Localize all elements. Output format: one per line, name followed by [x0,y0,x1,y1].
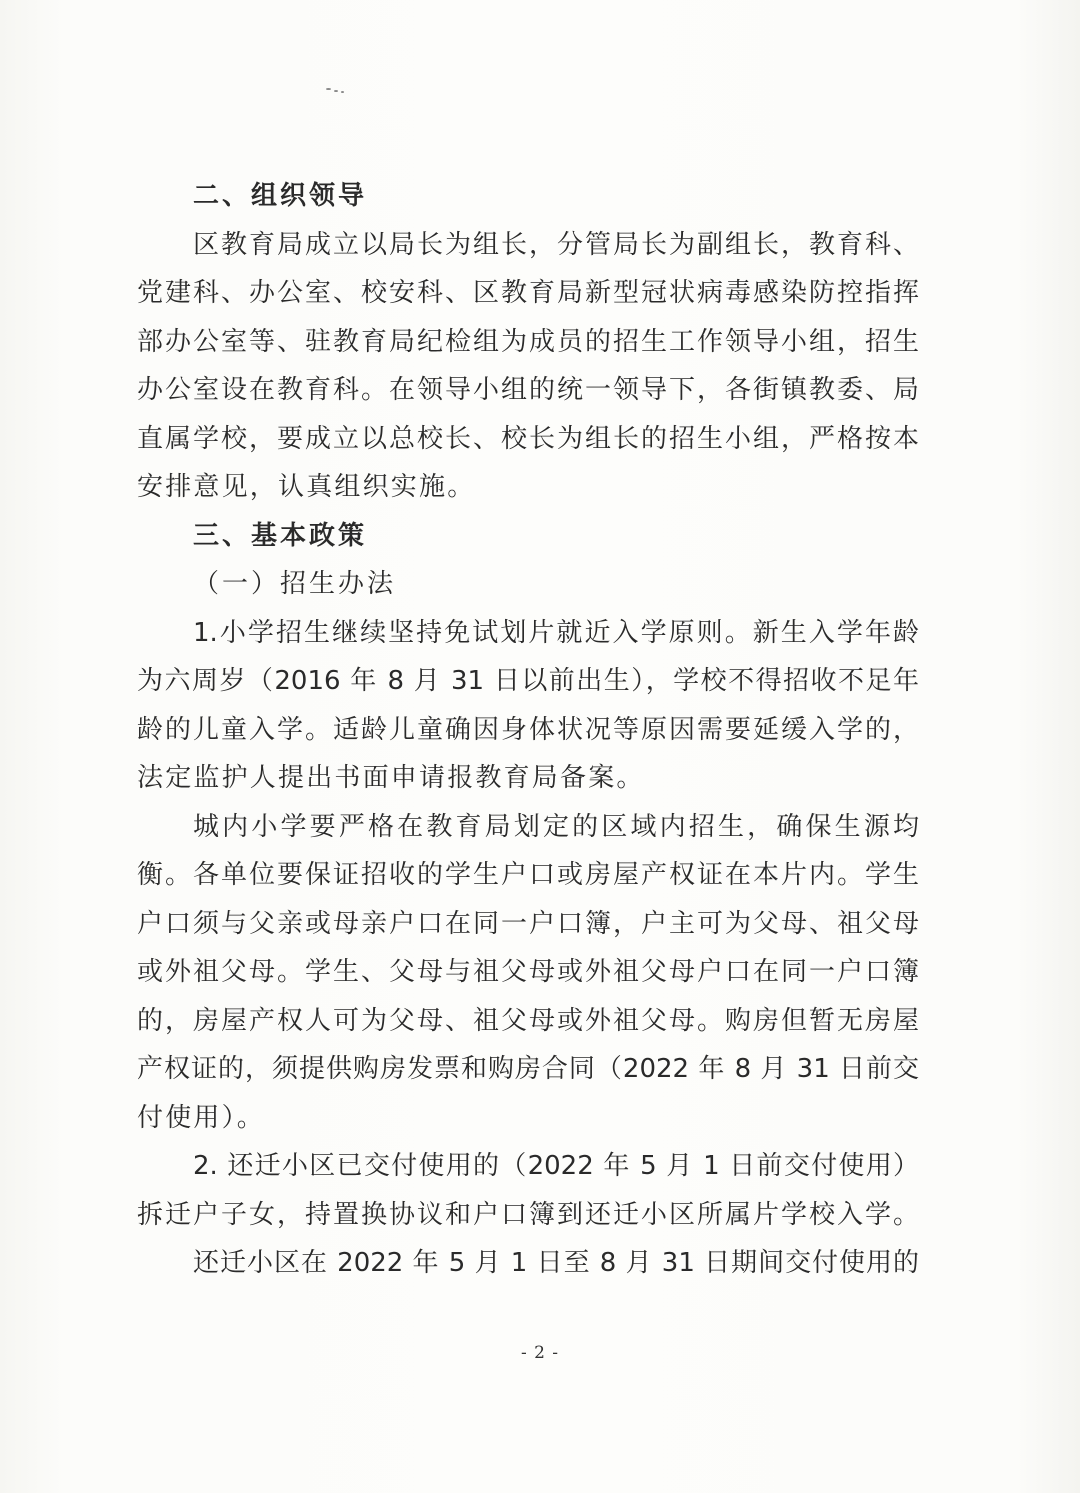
paragraph-line: 还迁小区在 2022 年 5 月 1 日至 8 月 31 日期间交付使用的 [193,1248,919,1278]
paragraph-line: 龄的儿童入学。适龄儿童确因身体状况等原因需要延缓入学的， [137,714,919,745]
paragraph-line: 付使用）。 [137,1102,266,1133]
paragraph-line: 直属学校，要成立以总校长、校长为组长的招生小组，严格按本 [137,423,919,454]
paragraph-line: 1.小学招生继续坚持免试划片就近入学原则。新生入学年龄 [193,617,919,648]
paragraph-line: 衡。各单位要保证招收的学生户口或房屋产权证在本片内。学生 [137,860,919,890]
page-number: - 2 - [520,1343,560,1363]
paragraph-line: 法定监护人提出书面申请报教育局备案。 [137,763,645,793]
paragraph-line: 为六周岁（2016 年 8 月 31 日以前出生），学校不得招收不足年 [137,666,919,696]
subsection-heading-enrollment: （一）招生办法 [193,569,397,599]
paragraph-line: 城内小学要严格在教育局划定的区域内招生，确保生源均 [193,811,919,842]
paragraph-line: 或外祖父母。学生、父母与祖父母或外祖父母户口在同一户口簿 [137,957,919,987]
paragraph-line: 办公室设在教育科。在领导小组的统一领导下，各街镇教委、局 [137,375,919,405]
paragraph-line: 安排意见，认真组织实施。 [137,472,476,502]
paragraph-line: 部办公室等、驻教育局纪检组为成员的招生工作领导小组，招生 [137,326,919,357]
paragraph-line: 拆迁户子女，持置换协议和户口簿到还迁小区所属片学校入学。 [137,1199,919,1230]
section-heading-policy: 三、基本政策 [193,520,368,551]
paragraph-line: 党建科、办公室、校安科、区教育局新型冠状病毒感染防控指挥 [137,278,919,308]
paragraph-line: 户口须与父亲或母亲户口在同一户口簿，户主可为父母、祖父母 [137,908,919,939]
document-body [137,172,919,1288]
paragraph-line: 产权证的，须提供购房发票和购房合同（2022 年 8 月 31 日前交 [137,1054,919,1084]
paragraph-line: 区教育局成立以局长为组长，分管局长为副组长，教育科、 [193,229,919,260]
paragraph-line: 2. 还迁小区已交付使用的（2022 年 5 月 1 日前交付使用） [193,1151,919,1181]
scan-speck [326,86,348,94]
paragraph-line: 的，房屋产权人可为父母、祖父母或外祖父母。购房但暂无房屋 [137,1005,919,1036]
section-heading-organization: 二、组织领导 [193,181,368,211]
